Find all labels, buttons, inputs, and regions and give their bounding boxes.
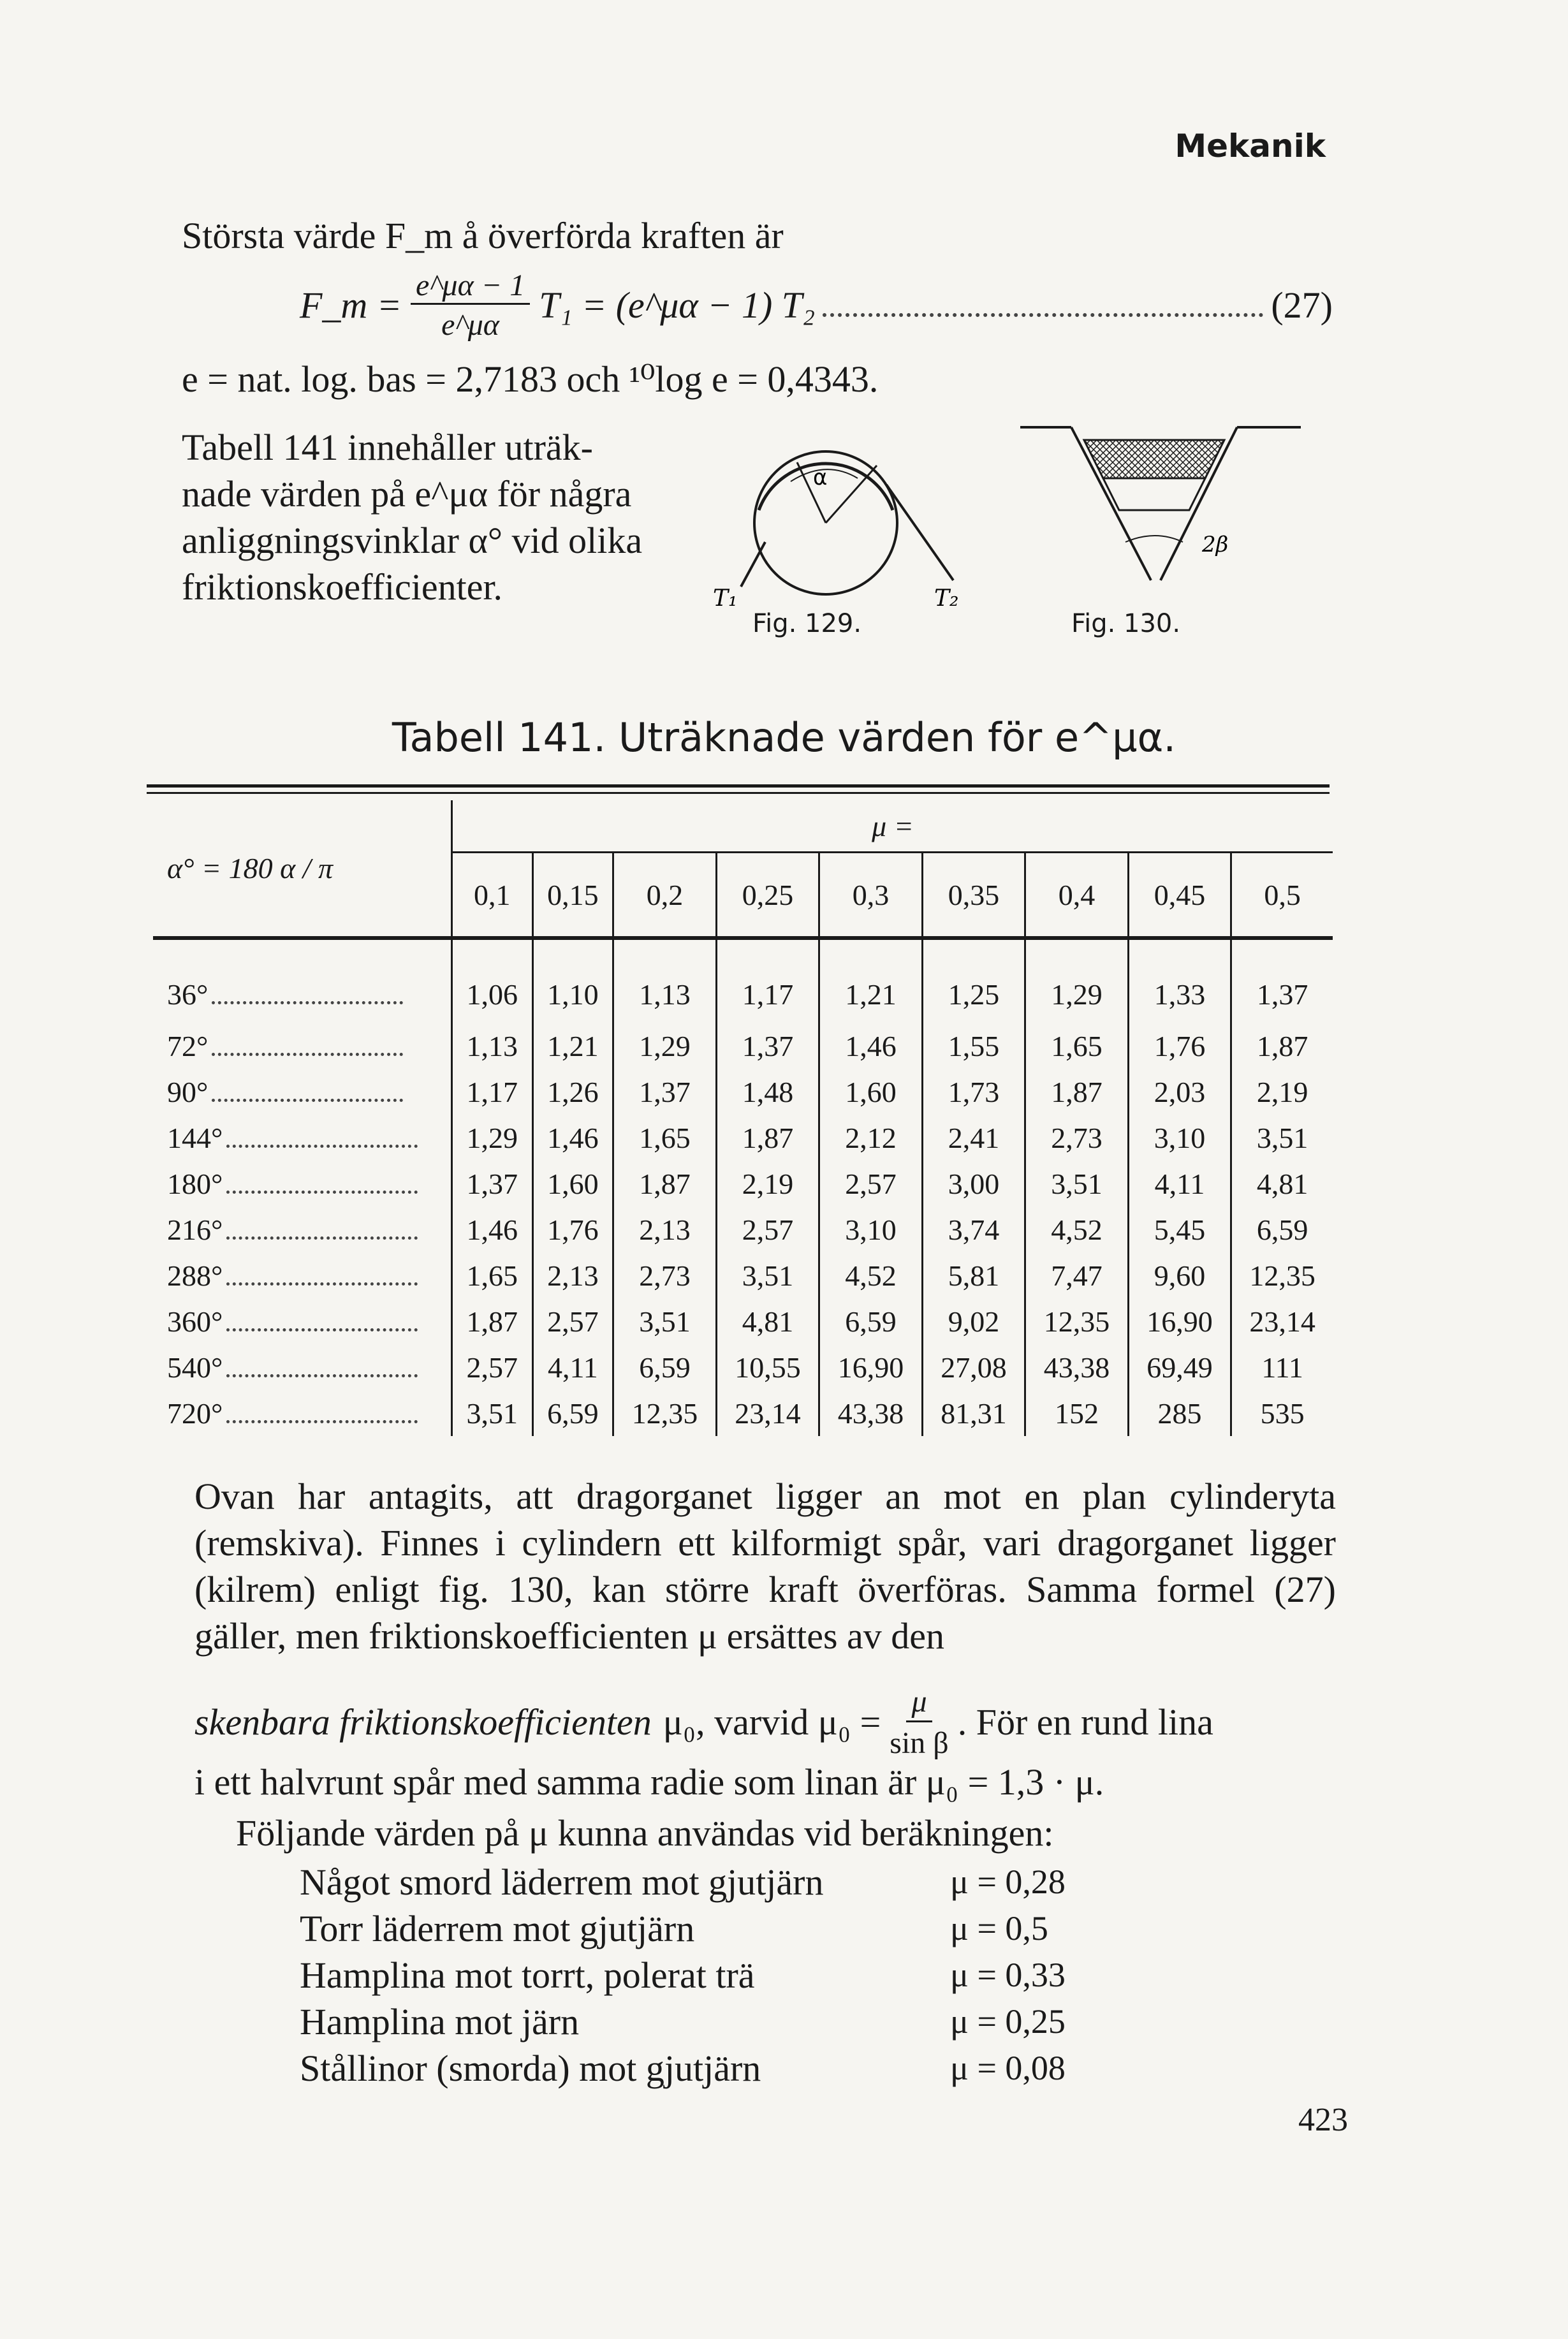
table-row — [153, 1206, 1333, 1252]
mu0-fraction — [890, 1683, 948, 1761]
value-cell: 2,13 — [532, 1252, 613, 1298]
paragraph-2-italic: skenbara friktionskoefficienten — [194, 1701, 652, 1743]
value-cell: 69,49 — [1128, 1344, 1231, 1390]
value-cell: 16,90 — [819, 1344, 923, 1390]
mu-column-header: 0,2 — [613, 853, 717, 939]
value-cell: 1,06 — [452, 938, 533, 1023]
friction-item-value: μ = 0,25 — [950, 2002, 1066, 2041]
value-cell: 1,76 — [532, 1206, 613, 1252]
value-cell: 2,13 — [613, 1206, 717, 1252]
angle-value: 36° — [167, 978, 209, 1011]
table-row — [153, 1298, 1333, 1344]
value-cell: 3,00 — [922, 1161, 1025, 1206]
friction-item-value: μ = 0,28 — [950, 1863, 1066, 1901]
angle-cell — [153, 1115, 452, 1161]
value-cell: 6,59 — [532, 1390, 613, 1436]
v-groove-figure — [1014, 414, 1307, 606]
angle-value: 540° — [167, 1351, 223, 1384]
t2-label: T₂ — [934, 585, 959, 612]
value-cell: 2,19 — [1231, 1069, 1333, 1115]
angle-value: 288° — [167, 1259, 223, 1292]
angle-value: 360° — [167, 1305, 223, 1338]
value-cell: 1,76 — [1128, 1023, 1231, 1069]
value-cell: 2,57 — [452, 1344, 533, 1390]
friction-item-label: Något smord läderrem mot gjutjärn — [300, 1861, 824, 1903]
angle-value: 216° — [167, 1213, 223, 1246]
formula-numerator: e^μα − 1 — [411, 268, 530, 305]
value-cell: 1,60 — [819, 1069, 923, 1115]
friction-item-value: μ = 0,5 — [950, 1909, 1048, 1947]
value-cell: 2,57 — [819, 1161, 923, 1206]
paragraph-3: i ett halvrunt spår med samma radie som linan är μ₀ = 1,3 · μ. — [194, 1761, 1104, 1803]
angle-cell — [153, 1298, 452, 1344]
friction-item-value: μ = 0,33 — [950, 1956, 1066, 1994]
value-cell: 16,90 — [1128, 1298, 1231, 1344]
mu-column-header: 0,15 — [532, 853, 613, 939]
table-top-rule — [147, 784, 1330, 788]
value-cell: 43,38 — [819, 1390, 923, 1436]
page-number: 423 — [1298, 2102, 1348, 2138]
value-cell: 3,51 — [1231, 1115, 1333, 1161]
value-cell: 3,10 — [1128, 1115, 1231, 1161]
value-cell: 1,87 — [716, 1115, 819, 1161]
value-cell: 285 — [1128, 1390, 1231, 1436]
value-cell: 4,11 — [1128, 1161, 1231, 1206]
value-cell: 23,14 — [1231, 1298, 1333, 1344]
angle-value: 720° — [167, 1397, 223, 1430]
value-cell: 81,31 — [922, 1390, 1025, 1436]
value-cell: 1,21 — [819, 938, 923, 1023]
friction-values — [950, 1859, 1066, 2092]
angle-cell — [153, 1023, 452, 1069]
value-cell: 2,03 — [1128, 1069, 1231, 1115]
mu0-denominator: sin β — [890, 1726, 949, 1760]
mu-column-header: 0,25 — [716, 853, 819, 939]
mu0-numerator: μ — [906, 1683, 932, 1722]
table-row — [153, 1252, 1333, 1298]
angle-value: 144° — [167, 1121, 223, 1154]
value-cell: 1,46 — [452, 1206, 533, 1252]
formula-27 — [300, 268, 1333, 342]
formula-denominator: e^μα — [441, 308, 499, 342]
row-leader-dots — [212, 1099, 403, 1102]
value-cell: 1,87 — [1025, 1069, 1129, 1115]
t1-label: T₁ — [713, 585, 738, 612]
constants-line: e = nat. log. bas = 2,7183 och ¹⁰log e = 0,4343. — [182, 358, 879, 400]
value-cell: 1,48 — [716, 1069, 819, 1115]
table-intro — [182, 424, 642, 610]
value-cell: 5,45 — [1128, 1206, 1231, 1252]
value-cell: 2,73 — [1025, 1115, 1129, 1161]
friction-item-label: Torr läderrem mot gjutjärn — [300, 1908, 695, 1949]
value-cell: 1,46 — [532, 1115, 613, 1161]
value-cell: 2,73 — [613, 1252, 717, 1298]
value-cell: 1,37 — [613, 1069, 717, 1115]
table-top-rule-thin — [147, 792, 1330, 794]
friction-item-label: Hamplina mot järn — [300, 2001, 580, 2042]
angle-cell — [153, 1206, 452, 1252]
row-leader-dots — [226, 1282, 418, 1286]
row-leader-dots — [226, 1236, 418, 1240]
angle-cell — [153, 1390, 452, 1436]
friction-item-value: μ = 0,08 — [950, 2049, 1066, 2087]
table-intro-line: Tabell 141 innehåller uträk- — [182, 427, 593, 468]
mu-column-header: 0,35 — [922, 853, 1025, 939]
value-cell: 23,14 — [716, 1390, 819, 1436]
row-leader-dots — [212, 1001, 403, 1004]
table-row — [153, 1161, 1333, 1206]
value-cell: 6,59 — [1231, 1206, 1333, 1252]
angle-cell — [153, 1252, 452, 1298]
value-cell: 1,46 — [819, 1023, 923, 1069]
mu-column-header: 0,45 — [1128, 853, 1231, 939]
angle-cell — [153, 1069, 452, 1115]
value-cell: 2,57 — [716, 1206, 819, 1252]
value-cell: 1,17 — [452, 1069, 533, 1115]
value-cell: 12,35 — [613, 1390, 717, 1436]
value-cell: 6,59 — [819, 1298, 923, 1344]
table-row — [153, 1023, 1333, 1069]
value-cell: 1,29 — [452, 1115, 533, 1161]
mu-column-header: 0,4 — [1025, 853, 1129, 939]
value-cell: 1,65 — [452, 1252, 533, 1298]
paragraph-2 — [194, 1683, 1336, 1761]
mu-column-header: 0,5 — [1231, 853, 1333, 939]
value-cell: 1,37 — [716, 1023, 819, 1069]
paragraph-1: Ovan har antagits, att dragorganet ligger an mot en plan cylinderyta (remskiva). Finnes i cylindern ett kilformigt spår, vari dragorganet ligger (kilrem) enligt fig. 130, kan större kraft överföras. Samma formel (27) gäller, men friktionskoefficienten μ ersättes av den — [194, 1476, 1336, 1657]
angle-cell — [153, 938, 452, 1023]
table-intro-line: anliggningsvinklar α° vid olika — [182, 520, 643, 561]
value-cell: 7,47 — [1025, 1252, 1129, 1298]
value-cell: 1,29 — [613, 1023, 717, 1069]
value-cell: 1,55 — [922, 1023, 1025, 1069]
value-cell: 1,37 — [452, 1161, 533, 1206]
value-cell: 1,65 — [1025, 1023, 1129, 1069]
value-cell: 10,55 — [716, 1344, 819, 1390]
value-cell: 1,73 — [922, 1069, 1025, 1115]
alpha-label: α — [813, 465, 828, 490]
value-cell: 27,08 — [922, 1344, 1025, 1390]
value-cell: 9,02 — [922, 1298, 1025, 1344]
values-table — [153, 800, 1333, 1436]
value-cell: 1,21 — [532, 1023, 613, 1069]
value-cell: 4,81 — [716, 1298, 819, 1344]
table-row — [153, 1344, 1333, 1390]
value-cell: 4,52 — [819, 1252, 923, 1298]
value-cell: 1,65 — [613, 1115, 717, 1161]
value-cell: 12,35 — [1025, 1298, 1129, 1344]
fig-130-caption: Fig. 130. — [1071, 609, 1181, 638]
mu-column-header: 0,1 — [452, 853, 533, 939]
value-cell: 2,57 — [532, 1298, 613, 1344]
table-row — [153, 1115, 1333, 1161]
value-cell: 43,38 — [1025, 1344, 1129, 1390]
value-cell: 1,13 — [452, 1023, 533, 1069]
value-cell: 111 — [1231, 1344, 1333, 1390]
value-cell: 1,87 — [1231, 1023, 1333, 1069]
value-cell: 3,51 — [613, 1298, 717, 1344]
mu-header: μ = — [452, 800, 1333, 853]
value-cell: 152 — [1025, 1390, 1129, 1436]
angle-cell — [153, 1161, 452, 1206]
value-cell: 1,13 — [613, 938, 717, 1023]
value-cell: 1,60 — [532, 1161, 613, 1206]
value-cell: 4,52 — [1025, 1206, 1129, 1252]
row-leader-dots — [226, 1145, 418, 1148]
value-cell: 2,41 — [922, 1115, 1025, 1161]
formula-rhs: T₁ = (e^μα − 1) T₂ — [539, 284, 816, 326]
paragraph-2-tail: . För en rund lina — [957, 1701, 1213, 1743]
value-cell: 2,19 — [716, 1161, 819, 1206]
formula-fraction — [411, 268, 530, 342]
beta-label: 2β — [1202, 532, 1229, 557]
value-cell: 1,17 — [716, 938, 819, 1023]
angle-value: 90° — [167, 1075, 209, 1108]
value-cell: 1,87 — [452, 1298, 533, 1344]
value-cell: 1,37 — [1231, 938, 1333, 1023]
value-cell: 535 — [1231, 1390, 1333, 1436]
table-intro-line: nade värden på e^μα för några — [182, 473, 632, 515]
value-cell: 1,26 — [532, 1069, 613, 1115]
value-cell: 5,81 — [922, 1252, 1025, 1298]
friction-item-label: Hamplina mot torrt, polerat trä — [300, 1954, 755, 1996]
value-cell: 3,51 — [716, 1252, 819, 1298]
table-row — [153, 1390, 1333, 1436]
row-leader-dots — [226, 1328, 418, 1331]
table-row — [153, 1069, 1333, 1115]
table-intro-line: friktionskoefficienter. — [182, 566, 503, 608]
value-cell: 2,12 — [819, 1115, 923, 1161]
table-row — [153, 938, 1333, 1023]
intro-line: Största värde F_m å överförda kraften är — [182, 215, 784, 256]
value-cell: 12,35 — [1231, 1252, 1333, 1298]
value-cell: 4,11 — [532, 1344, 613, 1390]
value-cell: 3,10 — [819, 1206, 923, 1252]
value-cell: 1,25 — [922, 938, 1025, 1023]
row-leader-dots — [212, 1053, 403, 1056]
paragraph-2-mid: μ₀, varvid μ₀ = — [663, 1701, 881, 1743]
formula-lhs: F_m = — [300, 284, 402, 326]
value-cell: 1,33 — [1128, 938, 1231, 1023]
row-leader-dots — [226, 1420, 418, 1423]
value-cell: 1,87 — [613, 1161, 717, 1206]
fig-129-caption: Fig. 129. — [752, 609, 862, 638]
value-cell: 4,81 — [1231, 1161, 1333, 1206]
friction-item-label: Stållinor (smorda) mot gjutjärn — [300, 2048, 761, 2089]
angle-cell — [153, 1344, 452, 1390]
mu-column-header: 0,3 — [819, 853, 923, 939]
row-leader-dots — [226, 1191, 418, 1194]
value-cell: 1,29 — [1025, 938, 1129, 1023]
pulley-figure — [695, 421, 963, 625]
formula-number: (27) — [1271, 284, 1333, 326]
value-cell: 3,51 — [452, 1390, 533, 1436]
paragraph-4: Följande värden på μ kunna användas vid beräkningen: — [236, 1812, 1054, 1854]
leader-dots — [823, 294, 1263, 317]
table-title: Tabell 141. Uträknade värden för e^μα. — [392, 714, 1176, 761]
angle-value: 180° — [167, 1167, 223, 1200]
value-cell: 6,59 — [613, 1344, 717, 1390]
value-cell: 3,51 — [1025, 1161, 1129, 1206]
angle-value: 72° — [167, 1029, 209, 1062]
section-header: Mekanik — [1175, 128, 1326, 165]
corner-header: α° = 180 α / π — [167, 852, 333, 884]
value-cell: 3,74 — [922, 1206, 1025, 1252]
value-cell: 9,60 — [1128, 1252, 1231, 1298]
friction-list — [300, 1859, 823, 2092]
value-cell: 1,10 — [532, 938, 613, 1023]
row-leader-dots — [226, 1374, 418, 1377]
